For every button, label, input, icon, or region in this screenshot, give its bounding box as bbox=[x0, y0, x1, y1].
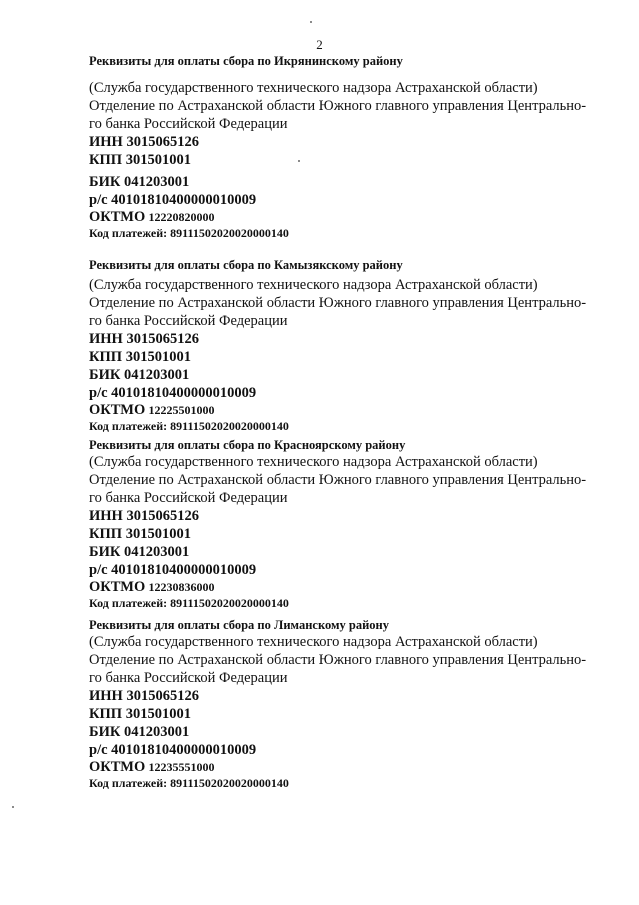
bik: БИК 041203001 bbox=[89, 724, 190, 740]
section-title: Реквизиты для оплаты сбора по Красноярскому району bbox=[89, 438, 406, 452]
requisites-section-ikryaninsky bbox=[89, 53, 609, 241]
bank-name-line-2: го банка Российской Федерации bbox=[89, 670, 288, 686]
scan-speck bbox=[12, 806, 14, 808]
payment-code: Код платежей: 89111502020020000140 bbox=[89, 776, 289, 790]
payment-code: Код платежей: 89111502020020000140 bbox=[89, 596, 289, 610]
bik: БИК 041203001 bbox=[89, 367, 190, 383]
requisites-section-kamyzyaksky bbox=[89, 257, 609, 434]
organization-name: (Служба государственного технического надзора Астраханской области) bbox=[89, 454, 538, 470]
account-number: р/с 40101810400000010009 bbox=[89, 742, 257, 758]
inn: ИНН 3015065126 bbox=[89, 508, 199, 524]
account-number: р/с 40101810400000010009 bbox=[89, 562, 257, 578]
inn: ИНН 3015065126 bbox=[89, 134, 199, 150]
payment-code: Код платежей: 89111502020020000140 bbox=[89, 419, 289, 433]
requisites-section-krasnoyarsky bbox=[89, 437, 609, 611]
oktmo bbox=[89, 209, 609, 225]
organization-name: (Служба государственного технического надзора Астраханской области) bbox=[89, 634, 538, 650]
oktmo bbox=[89, 402, 609, 418]
bank-name-line-2: го банка Российской Федерации bbox=[89, 490, 288, 506]
oktmo-value: 12220820000 bbox=[148, 210, 215, 224]
bank-name-line-2: го банка Российской Федерации bbox=[89, 313, 288, 329]
section-title: Реквизиты для оплаты сбора по Камызякскому району bbox=[89, 258, 403, 272]
account-number: р/с 40101810400000010009 bbox=[89, 192, 257, 208]
oktmo-label: ОКТМО bbox=[89, 402, 146, 418]
payment-code: Код платежей: 89111502020020000140 bbox=[89, 226, 289, 240]
bank-name-line-1: Отделение по Астраханской области Южного главного управления Центрально- bbox=[89, 652, 587, 668]
section-title: Реквизиты для оплаты сбора по Лиманскому району bbox=[89, 618, 389, 632]
oktmo-label: ОКТМО bbox=[89, 209, 146, 225]
kpp: КПП 301501001 bbox=[89, 152, 191, 168]
oktmo-value: 12230836000 bbox=[148, 580, 215, 594]
bank-name-line-1: Отделение по Астраханской области Южного главного управления Центрально- bbox=[89, 472, 587, 488]
oktmo-value: 12235551000 bbox=[148, 760, 215, 774]
oktmo-label: ОКТМО bbox=[89, 759, 146, 775]
kpp: КПП 301501001 bbox=[89, 526, 191, 542]
bik: БИК 041203001 bbox=[89, 174, 190, 190]
oktmo bbox=[89, 759, 609, 775]
oktmo bbox=[89, 579, 609, 595]
inn: ИНН 3015065126 bbox=[89, 688, 199, 704]
bank-name-line-2: го банка Российской Федерации bbox=[89, 116, 288, 132]
section-title: Реквизиты для оплаты сбора по Икрянинскому району bbox=[89, 54, 403, 68]
bik: БИК 041203001 bbox=[89, 544, 190, 560]
account-number: р/с 40101810400000010009 bbox=[89, 385, 257, 401]
scan-speck bbox=[310, 21, 312, 23]
requisites-section-limansky bbox=[89, 617, 609, 791]
bank-name-line-1: Отделение по Астраханской области Южного главного управления Центрально- bbox=[89, 295, 587, 311]
bank-name-line-1: Отделение по Астраханской области Южного главного управления Центрально- bbox=[89, 98, 587, 114]
organization-name: (Служба государственного технического надзора Астраханской области) bbox=[89, 277, 538, 293]
kpp: КПП 301501001 bbox=[89, 349, 191, 365]
organization-name: (Служба государственного технического надзора Астраханской области) bbox=[89, 80, 538, 96]
kpp: КПП 301501001 bbox=[89, 706, 191, 722]
oktmo-label: ОКТМО bbox=[89, 579, 146, 595]
oktmo-value: 12225501000 bbox=[148, 403, 215, 417]
page-number: 2 bbox=[316, 37, 323, 52]
inn: ИНН 3015065126 bbox=[89, 331, 199, 347]
